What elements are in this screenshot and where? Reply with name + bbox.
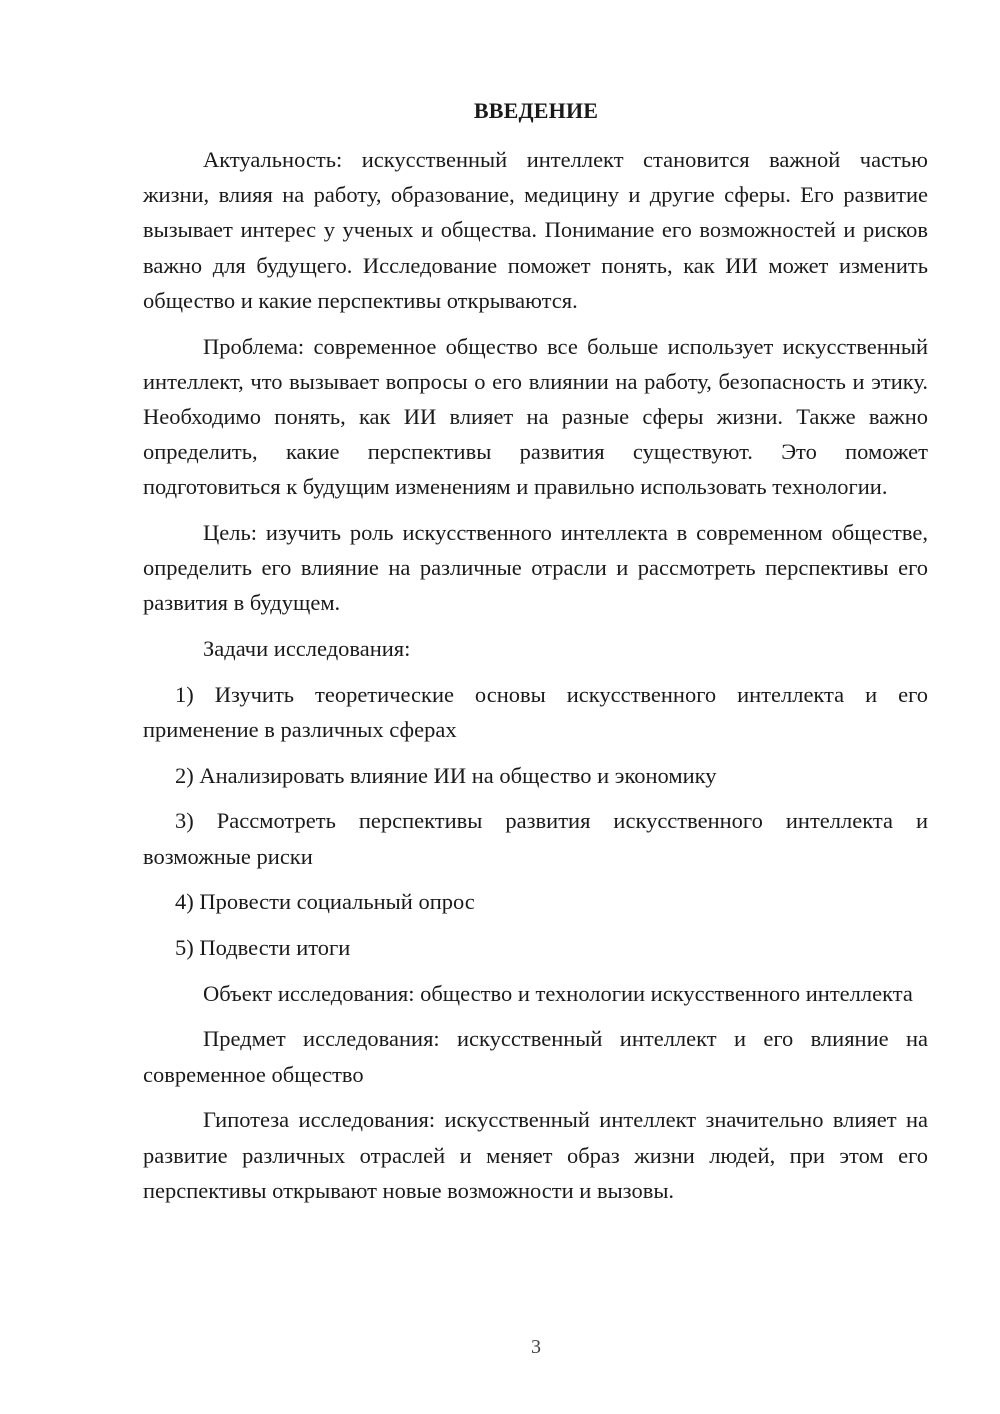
paragraph-relevance: Актуальность: искусственный интеллект становится важной частью жизни, влияя на работу, образование, медицину и другие сферы. Его развитие вызывает интерес у ученых и общества. Понимание его возможностей и рисков важно для будущего. Исследование поможет понять, как ИИ может изменить общество и какие перспективы открываются. <box>143 147 928 313</box>
paragraph-goal: Цель: изучить роль искусственного интеллекта в современном обществе, определить его влияние на различные отрасли и рассмотреть перспективы его развития в будущем. <box>143 520 928 616</box>
tasks-heading: Задачи исследования: <box>203 636 411 662</box>
task-item: 1) Изучить теоретические основы искусственного интеллекта и его применение в различных сферах <box>143 681 928 743</box>
page-number: 3 <box>531 1336 541 1358</box>
task-item: 2) Анализировать влияние ИИ на общество и экономику <box>175 762 717 788</box>
paragraph-subject: Предмет исследования: искусственный интеллект и его влияние на современное общество <box>143 1026 928 1087</box>
task-item: 4) Провести социальный опрос <box>175 889 475 915</box>
document-body <box>143 142 928 1218</box>
paragraph-problem: Проблема: современное общество все больше использует искусственный интеллект, что вызывает вопросы о его влиянии на работу, безопасность и этику. Необходимо понять, как ИИ влияет на разные сферы жизни. Также важно определить, какие перспективы развития существуют. Это поможет подготовиться к будущим изменениям и правильно использовать технологии. <box>143 333 928 500</box>
section-title: ВВЕДЕНИЕ <box>473 98 599 123</box>
task-item: 3) Рассмотреть перспективы развития искусственного интеллекта и возможные риски <box>143 808 928 869</box>
paragraph-hypothesis: Гипотеза исследования: искусственный интеллект значительно влияет на развитие различных отраслей и меняет образ жизни людей, при этом его перспективы открывают новые возможности и вызовы. <box>143 1107 928 1203</box>
task-item: 5) Подвести итоги <box>175 935 351 961</box>
paragraph-object: Объект исследования: общество и технологии искусственного интеллекта <box>203 980 913 1006</box>
